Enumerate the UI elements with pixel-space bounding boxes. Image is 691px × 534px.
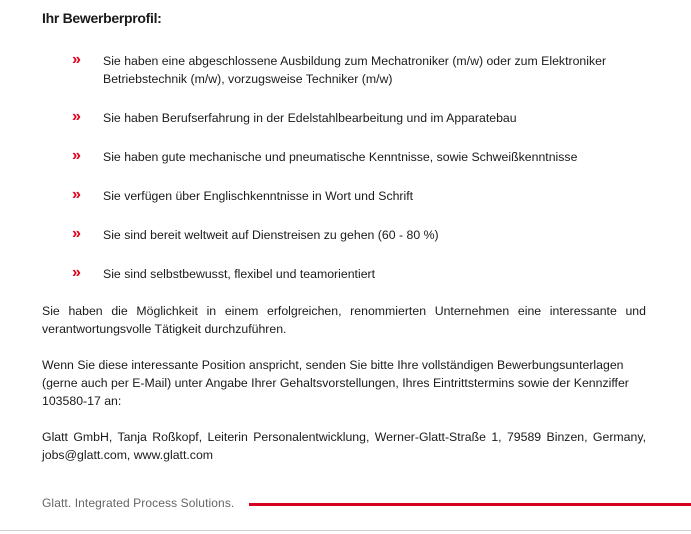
- list-item: [72, 187, 652, 205]
- list-item-text: Sie haben Berufserfahrung in der Edelstahlbearbeitung und im Apparatebau: [103, 111, 517, 125]
- section-heading: Ihr Bewerberprofil:: [42, 10, 162, 26]
- list-item-text: Sie sind selbstbewusst, flexibel und teamorientiert: [103, 267, 376, 281]
- list-item-text: Sie verfügen über Englischkenntnisse in Wort und Schrift: [103, 189, 414, 203]
- chevron-right-icon: »: [72, 108, 81, 125]
- list-item: [72, 148, 652, 166]
- application-instructions-paragraph: Wenn Sie diese interessante Position anspricht, senden Sie bitte Ihre vollständigen Bewerbungsunterlagen (gerne auch per E-Mail) unter Angabe Ihrer Gehaltsvorstellungen, Ihres Eintrittstermins sowie der Kennziffer 103580-17 an:: [42, 358, 629, 408]
- opportunity-paragraph: Sie haben die Möglichkeit in einem erfolgreichen, renommierten Unternehmen eine interessante und verantwortungsvolle Tätigkeit durchzuführen.: [42, 304, 646, 336]
- chevron-right-icon: »: [72, 186, 81, 203]
- chevron-right-icon: »: [72, 147, 81, 164]
- list-item-text: Sie sind bereit weltweit auf Dienstreisen zu gehen (60 - 80 %): [103, 228, 439, 242]
- chevron-right-icon: »: [72, 264, 81, 281]
- page-bottom-divider: [0, 530, 691, 531]
- list-item-text: Sie haben gute mechanische und pneumatische Kenntnisse, sowie Schweißkenntnisse: [103, 150, 578, 164]
- list-item: [72, 265, 652, 283]
- list-item: [72, 109, 652, 127]
- contact-address-paragraph: Glatt GmbH, Tanja Roßkopf, Leiterin Personalentwicklung, Werner-Glatt-Straße 1, 79589 Binzen, Germany, jobs@glatt.com, www.glatt.com: [42, 430, 646, 462]
- chevron-right-icon: »: [72, 51, 81, 68]
- requirements-list: [72, 52, 652, 304]
- footer-tagline: Glatt. Integrated Process Solutions.: [42, 496, 235, 510]
- list-item: [72, 52, 652, 88]
- list-item-text: Sie haben eine abgeschlossene Ausbildung zum Mechatroniker (m/w) oder zum Elektroniker Betriebstechnik (m/w), vorzugsweise Techniker (m/w): [103, 54, 607, 86]
- list-item: [72, 226, 652, 244]
- footer-accent-line: [249, 503, 691, 506]
- chevron-right-icon: »: [72, 225, 81, 242]
